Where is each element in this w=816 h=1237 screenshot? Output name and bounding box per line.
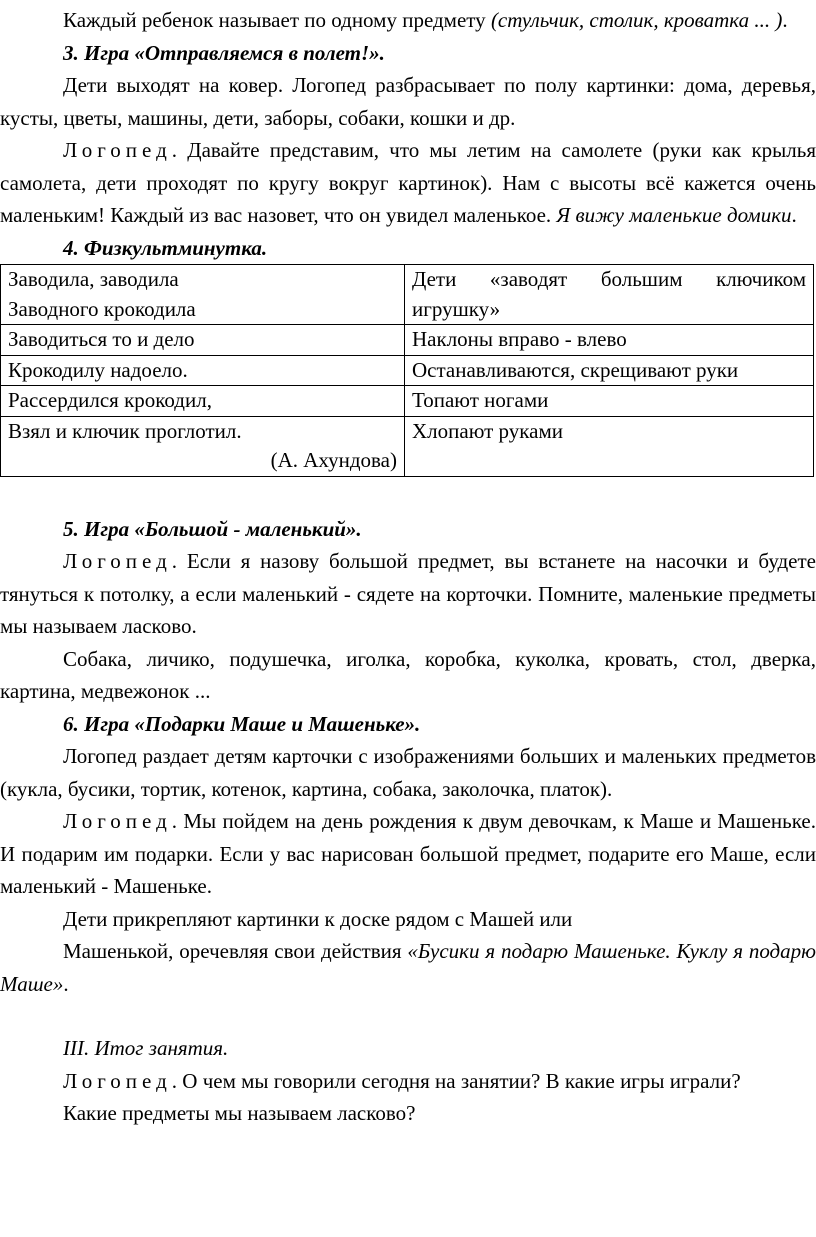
poem-author: (А. Ахундова) (270, 448, 397, 472)
speaker-label: Логопед (63, 1068, 172, 1093)
heading-game-6: 6. Игра «Подарки Маше и Машеньке». (63, 711, 421, 736)
paragraph-logoped-airplane: Логопед. Давайте представим, что мы летим на самолете (руки как крылья самолета, дети проходят по кругу вокруг картинок). Нам с высоты всё кажется очень маленьким! Каждый из вас назовет, что он увидел маленькое. Я вижу маленькие домики. (0, 138, 816, 227)
spacer (0, 477, 816, 513)
table-row (1, 386, 814, 417)
paragraph-logoped-big-small: Логопед. Если я назову большой предмет, вы встанете на насочки и будете тянуться к потолку, а если маленький - сядете на корточки. Помните, маленькие предметы мы называем ласково. (0, 549, 816, 638)
italic-examples: (стульчик, столик, кроватка ... ) (490, 8, 783, 32)
paragraph-verbalize: Машенькой, оречевляя свои действия «Бусики я подарю Машеньке. Куклу я подарю Маше». (0, 939, 816, 996)
table-cell-action: Наклоны вправо - влево (405, 325, 814, 356)
paragraph-logoped-summary: Логопед. О чем мы говорили сегодня на занятии? В какие игры играли? (63, 1068, 741, 1093)
speaker-label: Логопед (63, 138, 172, 162)
table-cell-action: Дети «заводят большим ключиком игрушку» (405, 265, 814, 325)
table-cell-action: Хлопают руками (405, 416, 814, 476)
table-cell-verse: Крокодилу надоело. (1, 355, 405, 386)
document-page (0, 4, 816, 1130)
table-cell-action: Топают ногами (405, 386, 814, 417)
paragraph-word-list: Собака, личико, подушечка, иголка, коробка, куколка, кровать, стол, дверка, картина, медвежонок ... (0, 646, 816, 703)
paragraph-logoped-birthday: Логопед. Мы пойдем на день рождения к двум девочкам, к Маше и Машеньке. И подарим им подарки. Если у вас нарисован большой предмет, подарите его Маше, если маленький - Машеньке. (0, 809, 816, 898)
table-row (1, 265, 814, 325)
heading-fizkultminutka: 4. Физкультминутка. (63, 235, 268, 260)
speaker-label: Логопед (63, 809, 172, 833)
heading-game-3: 3. Игра «Отправляемся в полет!». (63, 40, 385, 65)
paragraph-children-carpet: Дети выходят на ковер. Логопед разбрасывает по полу картинки: дома, деревья, кусты, цветы, машины, дети, заборы, собаки, кошки и др. (0, 73, 816, 130)
table-cell-verse: Рассердился крокодил, (1, 386, 405, 417)
table-cell-action: Останавливаются, скрещивают руки (405, 355, 814, 386)
table-cell-verse: Заводила, заводила Заводного крокодила (1, 265, 405, 325)
heading-game-5: 5. Игра «Большой - маленький». (63, 516, 362, 541)
fizkultminutka-table (0, 264, 814, 477)
table-row (1, 355, 814, 386)
speaker-label: Логопед (63, 549, 172, 573)
table-cell-verse: Взял и ключик проглотил. (А. Ахундова) (1, 416, 405, 476)
italic-example-phrase: Я вижу маленькие домики (556, 203, 792, 227)
table-row (1, 325, 814, 356)
paragraph-final-question: Какие предметы мы называем ласково? (63, 1101, 416, 1125)
paragraph-cards: Логопед раздает детям карточки с изображениями больших и маленьких предметов (кукла, бусики, тортик, котенок, картина, собака, заколочка, платок). (0, 744, 816, 801)
heading-summary: III. Итог занятия. (63, 1036, 229, 1060)
spacer (0, 1000, 816, 1032)
paragraph-attach-pictures: Дети прикрепляют картинки к доске рядом с Машей или (63, 906, 573, 931)
italic-example-phrase: «Бусики я подарю Машеньке. Куклу я подарю Маше» (0, 939, 816, 996)
table-row (1, 416, 814, 476)
paragraph-naming-objects: Каждый ребенок называет по одному предмету (стульчик, столик, кроватка ... ). (63, 8, 788, 32)
table-cell-verse: Заводиться то и дело (1, 325, 405, 356)
